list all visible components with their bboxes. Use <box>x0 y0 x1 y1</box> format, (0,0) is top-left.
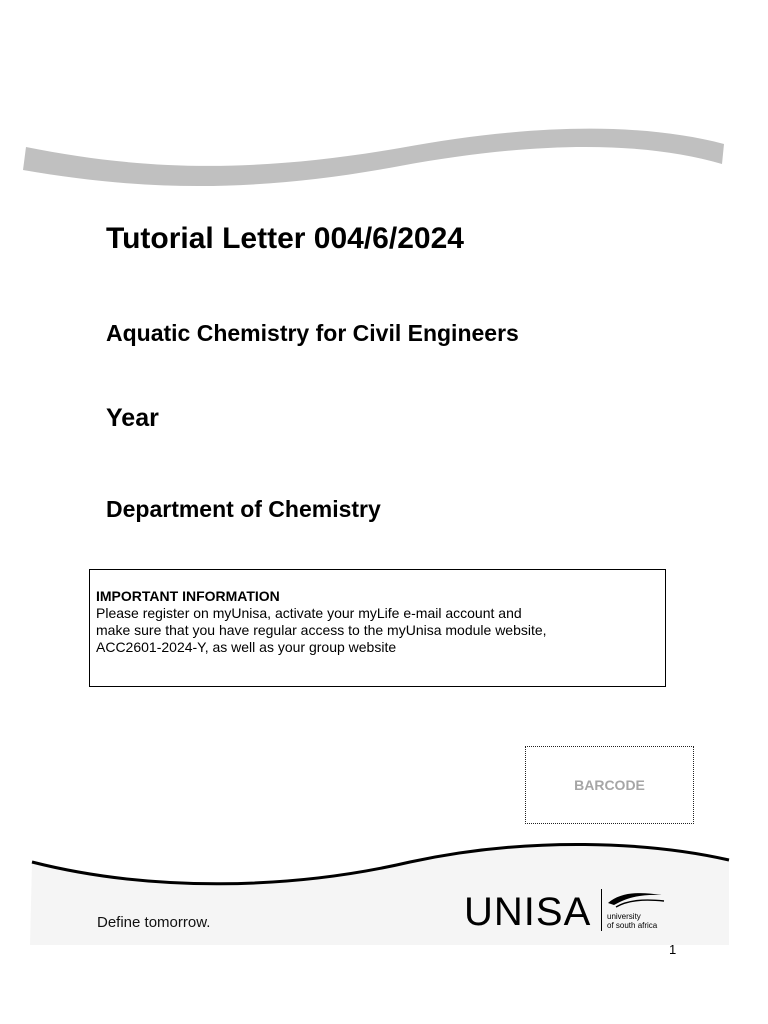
decorative-wave-band <box>0 110 768 200</box>
unisa-logo-wordmark: UNISA <box>464 890 592 934</box>
important-information-text: Please register on myUnisa, activate your myLife e-mail account and make sure that you have regular access to the myUnisa module website, ACC2601-2024-Y, as well as your group website <box>96 605 547 655</box>
wave-shape <box>23 129 724 186</box>
module-name: Aquatic Chemistry for Civil Engineers <box>106 320 519 346</box>
unisa-logo-subtext <box>607 912 657 930</box>
logo-divider <box>601 889 602 931</box>
unisa-bird-icon <box>606 889 666 909</box>
footer-tagline: Define tomorrow. <box>97 914 211 931</box>
important-information-box <box>89 569 666 687</box>
logo-sub-line-2: of south africa <box>607 921 658 930</box>
study-period: Year <box>106 404 159 432</box>
tutorial-letter-title: Tutorial Letter 004/6/2024 <box>106 222 464 255</box>
barcode-label: BARCODE <box>574 777 645 793</box>
barcode-placeholder <box>525 746 694 824</box>
department-name: Department of Chemistry <box>106 496 381 522</box>
logo-sub-line-1: university <box>607 912 641 921</box>
important-information-heading: IMPORTANT INFORMATION <box>96 588 280 604</box>
page-number: 1 <box>669 942 677 957</box>
